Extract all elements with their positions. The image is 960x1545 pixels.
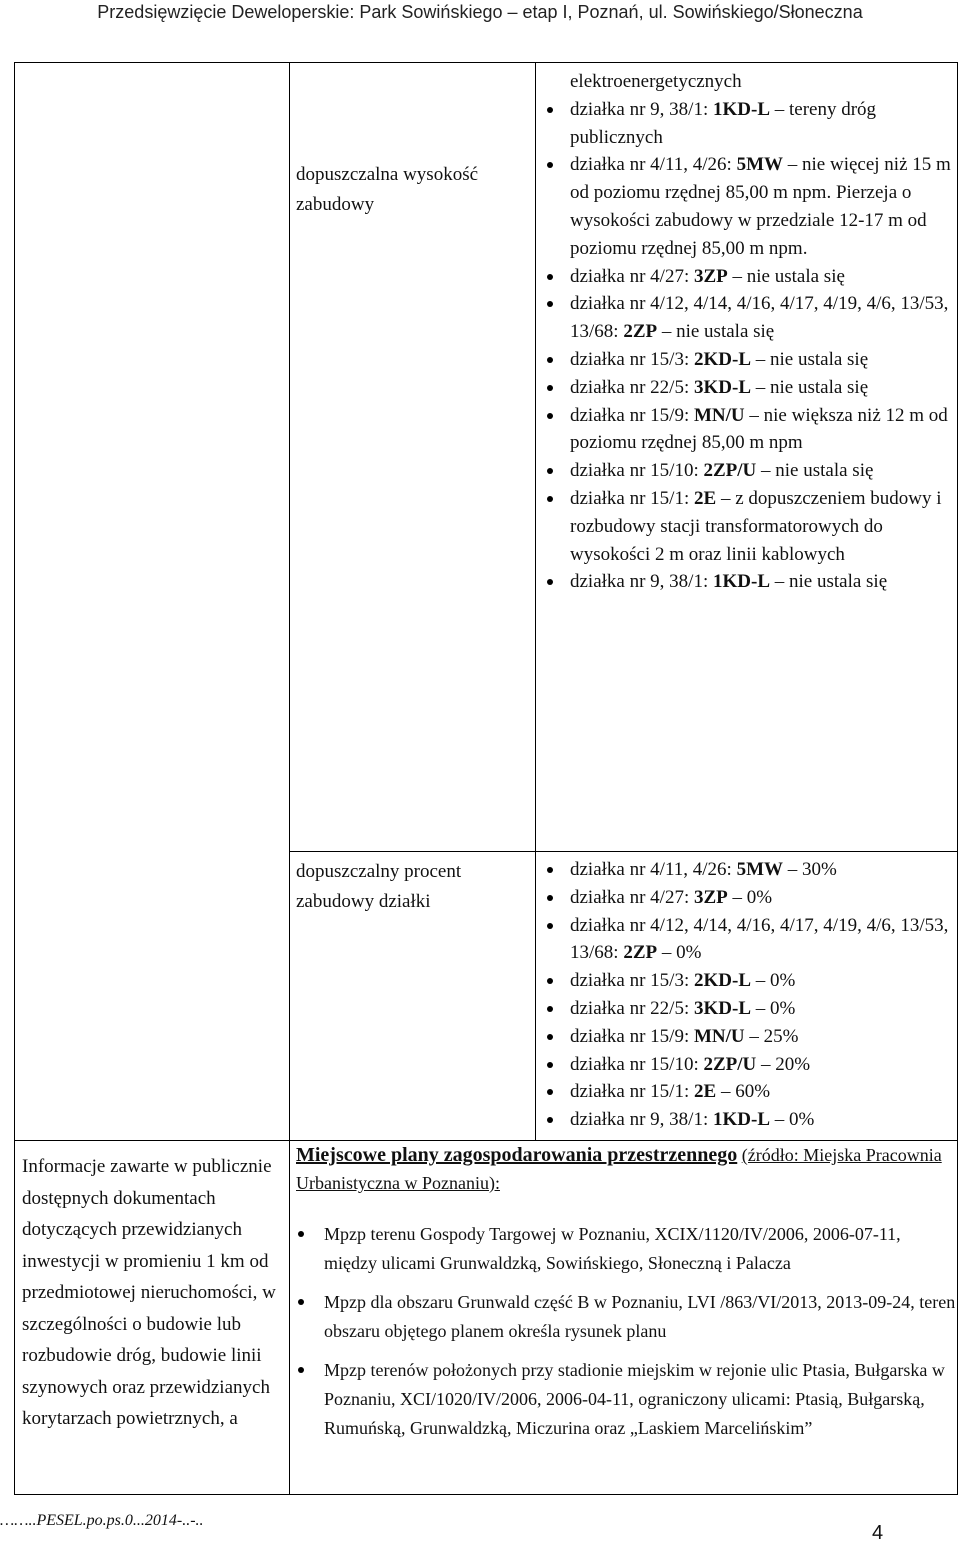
plot-number: działka nr 15/1: — [570, 1081, 690, 1103]
zone-description: – nie ustala się — [727, 265, 845, 287]
zone-code: 2E — [694, 487, 717, 509]
plans-list — [296, 1220, 956, 1453]
bullet-icon — [547, 385, 553, 391]
list-item — [542, 967, 956, 995]
bullet-icon — [547, 1089, 553, 1095]
zone-code: 2ZP/U — [703, 460, 757, 482]
bullet-icon — [547, 978, 553, 984]
zone-code: 5MW — [736, 154, 784, 176]
zone-description: – nie więcej niż 15 m od poziomu rzędnej 85,00 m npm. Pierzeja o wysokości zabudowy w przedziale 12-17 m od poziomu rzędnej 85,00 m npm. — [570, 154, 951, 259]
bullet-icon — [547, 357, 553, 363]
zone-description: – 20% — [756, 1053, 811, 1075]
zone-description: – 30% — [783, 859, 837, 880]
plans-source: (źródło: Miejska Pracownia Urbanistyczna w Poznaniu): — [296, 1145, 942, 1193]
height-list — [542, 68, 956, 596]
list-item — [542, 374, 956, 402]
bullet-icon — [547, 867, 553, 873]
bullet-icon — [547, 579, 553, 585]
plot-number: działka nr 9, 38/1: — [570, 571, 709, 593]
zone-code: MN/U — [694, 404, 745, 426]
plot-number: działka nr 22/5: — [570, 376, 690, 398]
list-item — [542, 1023, 956, 1051]
zone-description: – nie ustala się — [751, 376, 869, 398]
plot-number: działka nr 4/12, 4/14, 4/16, 4/17, 4/19, 4/6, 13/53, 13/68: — [570, 914, 949, 964]
zone-description: – nie ustala się — [657, 321, 775, 343]
list-item — [542, 568, 956, 596]
bullet-icon — [547, 301, 553, 307]
bullet-icon — [547, 162, 553, 168]
list-item — [542, 96, 956, 152]
zone-code: 1KD-L — [713, 571, 770, 593]
zone-description: – 0% — [751, 997, 796, 1019]
plot-number: działka nr 9, 38/1: — [570, 1109, 709, 1131]
zone-code: 3KD-L — [694, 376, 751, 398]
bullet-icon — [547, 1034, 553, 1040]
zone-description: elektroenergetycznych — [570, 71, 742, 92]
plan-item — [296, 1288, 956, 1346]
bullet-icon — [547, 107, 553, 113]
list-item — [542, 1106, 956, 1134]
bullet-icon — [547, 923, 553, 929]
zone-code: 2ZP — [623, 321, 658, 343]
table-bottom-border — [14, 1494, 958, 1495]
zone-code: MN/U — [694, 1025, 745, 1047]
table-left-border — [14, 62, 15, 1494]
plan-item — [296, 1356, 956, 1443]
zone-description: – nie ustala się — [751, 348, 869, 370]
zone-description: – nie większa niż 12 m od poziomu rzędnej 85,00 m npm — [570, 404, 948, 454]
plot-number: działka nr 4/12, 4/14, 4/16, 4/17, 4/19, 4/6, 13/53, 13/68: — [570, 293, 949, 343]
bullet-icon — [547, 468, 553, 474]
percent-label: dopuszczalny procent zabudowy działki — [296, 861, 462, 912]
zone-description: – 25% — [744, 1025, 799, 1047]
zone-code: 1KD-L — [713, 1109, 770, 1131]
plans-heading-block — [296, 1141, 956, 1197]
list-item — [542, 856, 956, 884]
list-item — [542, 485, 956, 568]
zone-description: – 0% — [751, 970, 796, 992]
plot-number: działka nr 15/10: — [570, 1053, 699, 1075]
row-divider-1 — [289, 851, 957, 852]
zone-code: 2KD-L — [694, 348, 751, 370]
zone-code: 2ZP — [623, 942, 658, 964]
plot-number: działka nr 22/5: — [570, 997, 690, 1019]
zone-code: 5MW — [736, 859, 784, 880]
footer-pesel: ……..PESEL.po.ps.0...2014-..-.. — [0, 1512, 204, 1529]
zone-description: – tereny dróg publicznych — [570, 98, 877, 148]
plot-number: działka nr 15/9: — [570, 1025, 690, 1047]
zone-code: 3ZP — [694, 265, 728, 287]
list-item — [542, 1051, 956, 1079]
list-item — [542, 884, 956, 912]
bullet-icon — [547, 1117, 553, 1123]
list-item — [542, 1078, 956, 1106]
list-item — [542, 290, 956, 346]
zone-code: 2KD-L — [694, 970, 751, 992]
bullet-icon — [547, 274, 553, 280]
zone-code: 3KD-L — [694, 997, 751, 1019]
zone-description: – nie ustala się — [756, 460, 874, 482]
list-item — [542, 263, 956, 291]
zone-description: – z dopuszczeniem budowy i rozbudowy stacji transformatorowych do wysokości 2 m oraz linii kablowych — [570, 487, 942, 565]
info-label: Informacje zawarte w publicznie dostępnych dokumentach dotyczących przewidzianych inwestycji w promieniu 1 km od przedmiotowej nieruchomości, w szczególności o budowie lub rozbudowie dróg, budowie linii szynowych oraz przewidzianych korytarzach powietrznych, a — [22, 1156, 276, 1429]
page-number: 4 — [872, 1522, 884, 1544]
plot-number: działka nr 4/27: — [570, 886, 690, 908]
plot-number: działka nr 15/10: — [570, 460, 699, 482]
list-item — [542, 457, 956, 485]
list-item — [542, 912, 956, 968]
bullet-icon — [547, 1062, 553, 1068]
zone-description: – 0% — [657, 942, 702, 964]
column-divider-2 — [535, 62, 536, 1140]
height-label: dopuszczalna wysokość zabudowy — [296, 164, 479, 215]
zone-description: – 0% — [770, 1109, 815, 1131]
bullet-icon — [298, 1299, 304, 1305]
zone-code: 1KD-L — [713, 98, 770, 120]
zone-description: – nie ustala się — [770, 571, 888, 593]
plot-number: działka nr 4/11, 4/26: — [570, 154, 732, 176]
list-item — [542, 346, 956, 374]
column-divider-1 — [289, 62, 290, 1494]
plot-number: działka nr 4/27: — [570, 265, 690, 287]
table-top-border — [14, 62, 958, 63]
page-header: Przedsięwzięcie Deweloperskie: Park Sowińskiego – etap I, Poznań, ul. Sowińskiego/Słoneczna — [97, 2, 863, 22]
percent-list — [542, 856, 956, 1134]
bullet-icon — [547, 496, 553, 502]
plot-number: działka nr 15/9: — [570, 404, 690, 426]
plot-number: działka nr 15/1: — [570, 487, 690, 509]
list-item — [542, 995, 956, 1023]
bullet-icon — [547, 413, 553, 419]
bullet-icon — [547, 895, 553, 901]
plan-item — [296, 1220, 956, 1278]
zone-description: – 0% — [727, 886, 773, 908]
plan-text: Mpzp terenów położonych przy stadionie miejskim w rejonie ulic Ptasia, Bułgarska w Poznaniu, XCI/1020/IV/2006, 2006-04-11, ograniczony ulicami: Ptasią, Bułgarską, Rumuńską, Grunwaldzką, Miczurina oraz „Laskiem Marcelińskim” — [324, 1360, 945, 1438]
zone-description: – 60% — [716, 1081, 771, 1103]
bullet-icon — [298, 1231, 304, 1237]
table-right-border — [957, 62, 958, 1494]
bullet-icon — [298, 1367, 304, 1373]
list-item — [542, 402, 956, 458]
zone-code: 2ZP/U — [703, 1053, 757, 1075]
list-item — [542, 151, 956, 262]
zone-code: 2E — [694, 1081, 717, 1103]
plot-number: działka nr 15/3: — [570, 970, 690, 992]
bullet-icon — [547, 1006, 553, 1012]
list-item — [542, 68, 956, 96]
plans-heading: Miejscowe plany zagospodarowania przestrzennego — [296, 1144, 738, 1166]
plan-text: Mpzp dla obszaru Grunwald część B w Poznaniu, LVI /863/VI/2013, 2013-09-24, teren obszaru objętego planem określa rysunek planu — [324, 1292, 956, 1341]
plot-number: działka nr 9, 38/1: — [570, 98, 709, 120]
plot-number: działka nr 4/11, 4/26: — [570, 859, 732, 880]
plan-text: Mpzp terenu Gospody Targowej w Poznaniu, XCIX/1120/IV/2006, 2006-07-11, między ulicami Grunwaldzką, Sowińskiego, Słoneczną i Palacza — [324, 1224, 901, 1273]
plot-number: działka nr 15/3: — [570, 348, 690, 370]
zone-code: 3ZP — [694, 886, 728, 908]
